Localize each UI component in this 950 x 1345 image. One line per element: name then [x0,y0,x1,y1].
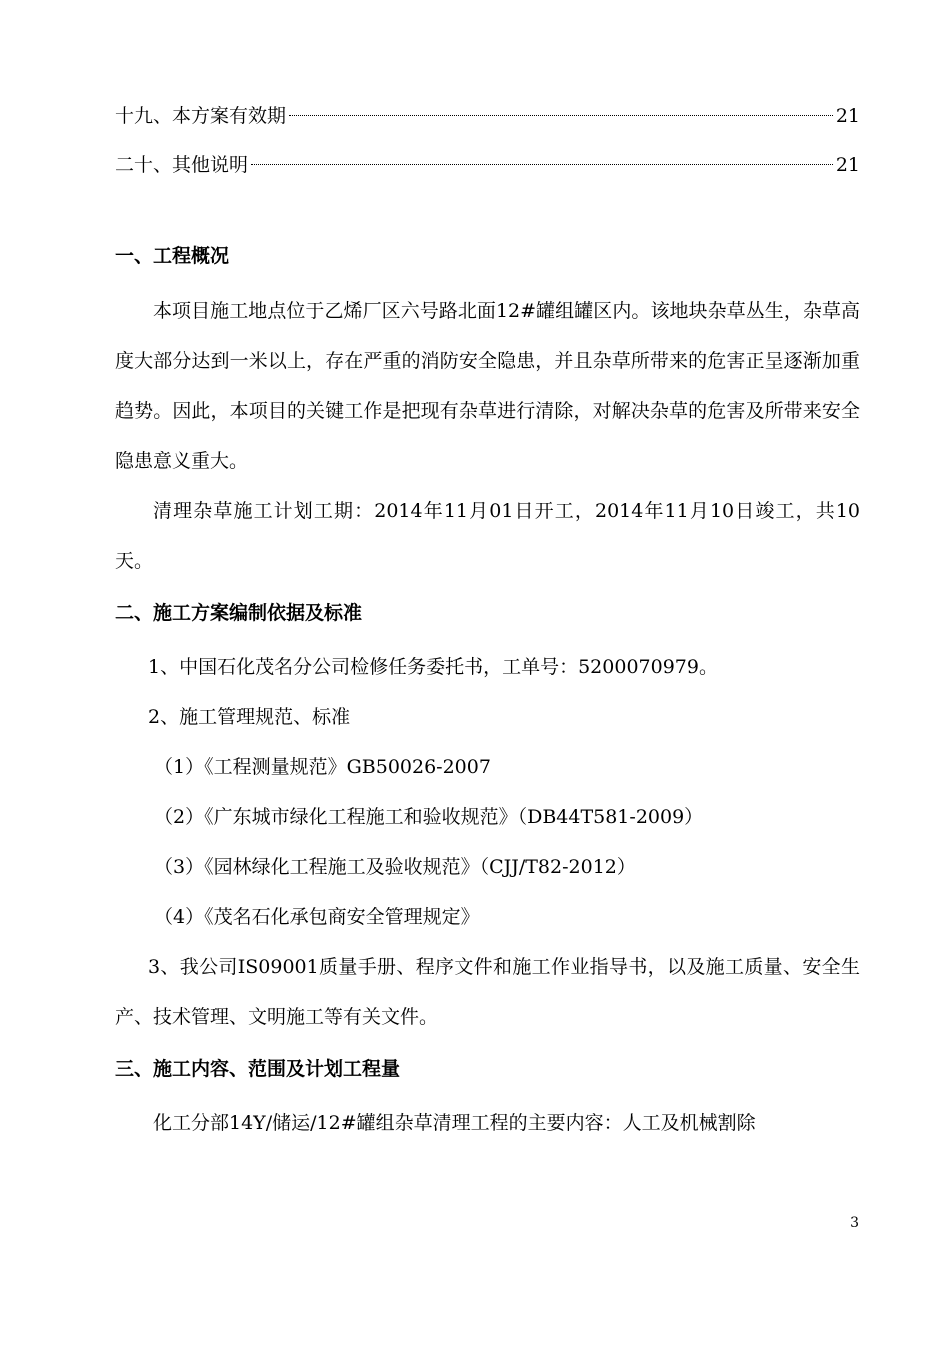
scope-paragraph: 化工分部14Y/储运/12#罐组杂草清理工程的主要内容：人工及机械割除 [153,1112,756,1134]
standard-item-2: （2）《广东城市绿化工程施工和验收规范》（DB44T581-2009） [154,806,704,828]
page-content [115,96,860,1148]
section-heading-overview: 一、工程概况 [115,245,230,267]
toc-entry[interactable] [115,145,860,185]
section-heading-basis: 二、施工方案编制依据及标准 [115,602,363,624]
toc-dot-leader [289,115,833,116]
toc-entry-page: 21 [835,105,860,127]
standard-item-1: （1）《工程测量规范》GB50026-2007 [154,756,491,778]
basis-item-2: 2、施工管理规范、标准 [148,706,351,728]
toc-entry-page: 21 [835,154,860,176]
toc-dot-leader [251,164,833,165]
toc-entry-title: 二十、其他说明 [115,154,249,176]
standard-item-3: （3）《园林绿化工程施工及验收规范》（CJJ/T82-2012） [154,856,636,878]
toc-entry-title: 十九、本方案有效期 [115,105,287,127]
overview-paragraph: 本项目施工地点位于乙烯厂区六号路北面12#罐组罐区内。该地块杂草丛生，杂草高度大部分达到一米以上，存在严重的消防安全隐患，并且杂草所带来的危害正呈逐渐加重趋势。因此，本项目的关键工作是把现有杂草进行清除，对解决杂草的危害及所带来安全隐患意义重大。 [115,300,860,472]
toc-entry[interactable] [115,96,860,136]
schedule-paragraph: 清理杂草施工计划工期：2014年11月01日开工，2014年11月10日竣工，共10天。 [115,500,860,572]
basis-item-1: 1、中国石化茂名分公司检修任务委托书，工单号：5200070979。 [148,656,718,678]
page-number: 3 [850,1215,859,1231]
section-heading-scope: 三、施工内容、范围及计划工程量 [115,1058,401,1080]
basis-item-3: 3、我公司IS09001质量手册、程序文件和施工作业指导书，以及施工质量、安全生产、技术管理、文明施工等有关文件。 [115,956,860,1028]
standard-item-4: （4）《茂名石化承包商安全管理规定》 [154,906,480,928]
